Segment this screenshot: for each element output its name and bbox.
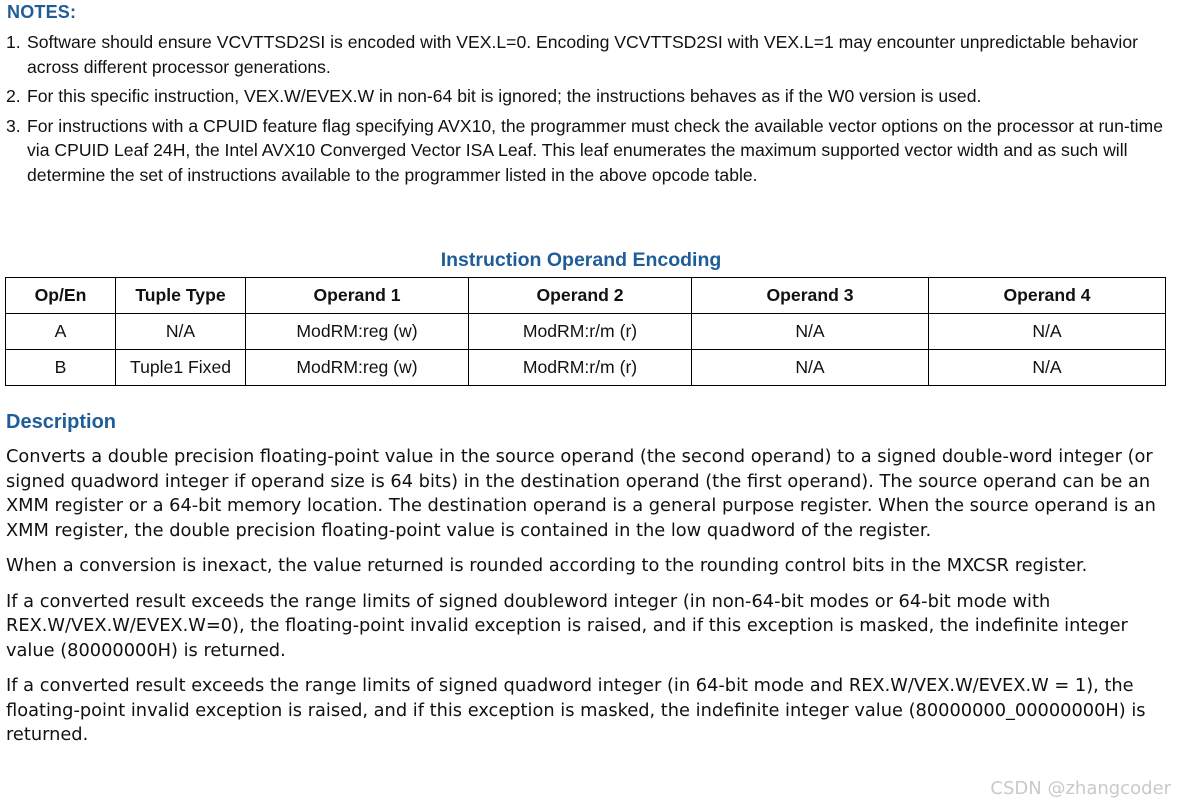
note-text: For instructions with a CPUID feature flag specifying AVX10, the programmer must check the available vector options on the processor at run-time via CPUID Leaf 24H, the Intel AVX10 Converged Vector ISA Leaf. This leaf enumerates the maximum supported vector width and as such will determine the set of instructions available to the programmer listed in the above opcode table. bbox=[27, 115, 1163, 185]
table-cell: N/A bbox=[692, 350, 929, 386]
table-cell: ModRM:reg (w) bbox=[246, 350, 469, 386]
table-cell: Tuple1 Fixed bbox=[116, 350, 246, 386]
description-paragraph: Converts a double precision floating-point value in the source operand (the second operand) to a signed double-word integer (or signed quadword integer if operand size is 64 bits) in the destination operand (the first operand). The source operand can be an XMM register or a 64-bit memory location. The destination operand is a general purpose register. When the source operand is an XMM register, the double precision floating-point value is contained in the low quadword of the register. bbox=[6, 446, 1156, 541]
table-cell: N/A bbox=[116, 314, 246, 350]
note-item bbox=[6, 84, 1168, 109]
column-header: Tuple Type bbox=[116, 278, 246, 314]
description-paragraph: When a conversion is inexact, the value returned is rounded according to the rounding control bits in the MXCSR register. bbox=[6, 555, 1088, 576]
table-cell: N/A bbox=[929, 350, 1166, 386]
note-text: For this specific instruction, VEX.W/EVEX.W in non-64 bit is ignored; the instructions behaves as if the W0 version is used. bbox=[27, 86, 982, 106]
column-header: Op/En bbox=[6, 278, 116, 314]
table-cell: ModRM:r/m (r) bbox=[469, 350, 692, 386]
table-caption: Instruction Operand Encoding bbox=[440, 249, 722, 271]
table-header-row bbox=[6, 278, 1166, 314]
note-item bbox=[6, 114, 1168, 188]
table-cell: ModRM:r/m (r) bbox=[469, 314, 692, 350]
table-row bbox=[6, 350, 1166, 386]
note-number: 3. bbox=[6, 115, 21, 136]
table-cell: B bbox=[6, 350, 116, 386]
table-cell: ModRM:reg (w) bbox=[246, 314, 469, 350]
table-cell: A bbox=[6, 314, 116, 350]
description-paragraph: If a converted result exceeds the range limits of signed doubleword integer (in non-64-bit modes or 64-bit mode with REX.W/VEX.W/EVEX.W=0), the floating-point invalid exception is raised, and if this exception is masked, the indefinite integer value (80000000H) is returned. bbox=[6, 590, 1128, 661]
column-header: Operand 4 bbox=[929, 278, 1166, 314]
note-item bbox=[6, 30, 1168, 79]
column-header: Operand 2 bbox=[469, 278, 692, 314]
note-text: Software should ensure VCVTTSD2SI is encoded with VEX.L=0. Encoding VCVTTSD2SI with VEX.L=1 may encounter unpredictable behavior across different processor generations. bbox=[27, 32, 1138, 77]
watermark: CSDN @zhangcoder bbox=[990, 778, 1171, 799]
note-number: 1. bbox=[6, 32, 21, 52]
table-row bbox=[6, 314, 1166, 350]
table-cell: N/A bbox=[692, 314, 929, 350]
operand-encoding-table bbox=[5, 277, 1166, 386]
notes-heading: NOTES: bbox=[7, 2, 77, 22]
description-body bbox=[6, 445, 1166, 759]
description-heading: Description bbox=[6, 411, 117, 433]
description-paragraph: If a converted result exceeds the range limits of signed quadword integer (in 64-bit mode and REX.W/VEX.W/EVEX.W = 1), the floating-point invalid exception is raised, and if this exception is masked, the indefinite integer value (80000000_00000000H) is returned. bbox=[6, 675, 1146, 745]
column-header: Operand 3 bbox=[692, 278, 929, 314]
column-header: Operand 1 bbox=[246, 278, 469, 314]
note-number: 2. bbox=[6, 86, 21, 106]
notes-list bbox=[6, 30, 1168, 192]
table-cell: N/A bbox=[929, 314, 1166, 350]
